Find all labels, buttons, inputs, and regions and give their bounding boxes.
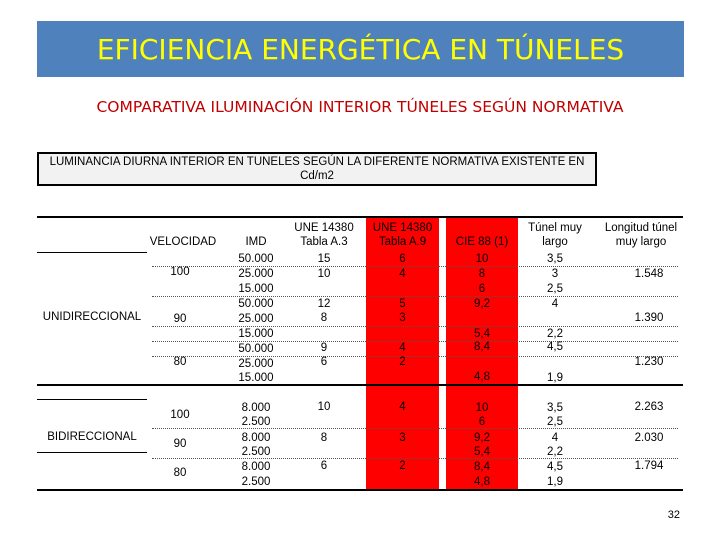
speed-cell: 90 <box>173 438 187 450</box>
speed-cell: 90 <box>173 313 187 325</box>
imd-cell: 25.000 <box>238 268 274 280</box>
imd-cell: 8.000 <box>241 432 271 444</box>
muy-largo-cell: 2,2 <box>547 328 563 340</box>
imd-cell: 2.500 <box>241 416 271 428</box>
imd-cell: 50.000 <box>238 343 274 355</box>
muy-largo-cell: 2,5 <box>547 283 563 295</box>
muy-largo-cell: 3 <box>551 268 559 280</box>
muy-largo-cell: 4 <box>551 432 559 444</box>
cie-cell: 5,4 <box>474 328 490 340</box>
une-a9-cell: 5 <box>399 298 406 310</box>
imd-cell: 15.000 <box>238 328 274 340</box>
une-a9-cell: 4 <box>399 268 406 280</box>
muy-largo-cell: 4,5 <box>547 461 563 473</box>
cie-cell: 10 <box>475 402 489 414</box>
cie-cell: 9,2 <box>474 298 490 310</box>
header-tunel-muy-largo-line2: largo <box>542 236 568 248</box>
header-une-a9-line2: Tabla A.9 <box>378 236 427 248</box>
longitud-cell: 2.263 <box>634 401 664 413</box>
imd-cell: 15.000 <box>238 283 274 295</box>
muy-largo-cell: 4,5 <box>547 341 563 353</box>
header-cie: CIE 88 (1) <box>455 236 509 248</box>
cie-cell: 9,2 <box>474 432 490 444</box>
une-a9-cell: 6 <box>399 253 406 265</box>
table-top-line <box>37 216 683 218</box>
speed-cell: 100 <box>170 409 190 421</box>
muy-largo-cell: 2,2 <box>547 446 563 458</box>
bidireccional-top-line <box>37 399 147 400</box>
header-longitud-line1: Longitud túnel <box>604 222 678 234</box>
page-number: 32 <box>667 509 680 521</box>
imd-cell: 8.000 <box>241 461 271 473</box>
cie-cell: 5,4 <box>474 446 490 458</box>
longitud-cell: 1.230 <box>634 356 664 368</box>
une-a9-cell: 4 <box>399 342 406 354</box>
imd-cell: 8.000 <box>241 402 271 414</box>
une-a3-cell: 8 <box>320 432 328 444</box>
header-une-a3-line2: Tabla A.3 <box>300 236 348 248</box>
speed-cell: 80 <box>173 467 187 479</box>
header-longitud-line2: muy largo <box>615 236 667 248</box>
une-a9-cell: 2 <box>399 356 406 368</box>
une-a9-cell: 3 <box>399 432 406 444</box>
cie-cell: 4,8 <box>474 476 490 488</box>
une-a3-cell: 6 <box>320 356 328 368</box>
subtitle: COMPARATIVA ILUMINACIÓN INTERIOR TÚNELES SEGÚN NORMATIVA <box>96 98 624 116</box>
cie-cell: 8,4 <box>474 341 490 353</box>
une-a3-cell: 8 <box>320 312 328 324</box>
longitud-cell: 2.030 <box>634 432 664 444</box>
speed-cell: 100 <box>170 266 190 278</box>
row-divider <box>152 296 678 297</box>
muy-largo-cell: 1,9 <box>547 372 563 384</box>
cie-cell: 8,4 <box>474 461 490 473</box>
imd-cell: 25.000 <box>238 358 274 370</box>
une-a3-cell: 15 <box>317 253 331 265</box>
cie-cell: 6 <box>478 416 486 428</box>
cie-cell: 10 <box>475 253 489 265</box>
muy-largo-cell: 2,5 <box>547 416 563 428</box>
row-divider <box>152 341 678 342</box>
une-a3-cell: 10 <box>317 401 331 413</box>
cie-cell: 6 <box>478 283 486 295</box>
row-divider <box>152 326 678 327</box>
muy-largo-cell: 3,5 <box>547 253 563 265</box>
bidireccional-bottom-line <box>37 452 147 453</box>
une-a9-cell: 4 <box>399 401 406 413</box>
cie-cell: 4,8 <box>474 371 490 383</box>
muy-largo-cell: 4 <box>551 298 559 310</box>
imd-cell: 15.000 <box>238 372 274 384</box>
longitud-cell: 1.794 <box>634 460 664 472</box>
row-divider <box>152 266 678 267</box>
group-bidireccional: BIDIRECCIONAL <box>47 431 137 443</box>
header-imd: IMD <box>245 236 267 248</box>
une-a3-cell: 10 <box>317 268 331 280</box>
luminance-caption: LUMINANCIA DIURNA INTERIOR EN TUNELES SEGÚN LA DIFERENTE NORMATIVA EXISTENTE EN Cd/m2 <box>49 156 585 182</box>
une-a3-cell: 12 <box>317 298 331 310</box>
une-a3-cell: 6 <box>320 460 328 472</box>
header-une-a3-line1: UNE 14380 <box>294 222 354 234</box>
longitud-cell: 1.548 <box>634 268 664 280</box>
header-row-line <box>37 252 147 253</box>
table-bottom-line <box>37 489 683 491</box>
imd-cell: 50.000 <box>238 253 274 265</box>
une-a3-cell: 9 <box>320 342 328 354</box>
muy-largo-cell: 3,5 <box>547 402 563 414</box>
group-unidireccional: UNIDIRECCIONAL <box>42 311 142 323</box>
imd-cell: 25.000 <box>238 313 274 325</box>
cie-cell: 8 <box>478 268 486 280</box>
page-title: EFICIENCIA ENERGÉTICA EN TÚNELES <box>96 32 625 66</box>
header-une-a9-line1: UNE 14380 <box>372 222 433 234</box>
imd-cell: 2.500 <box>241 476 271 488</box>
une-a9-cell: 2 <box>399 460 406 472</box>
imd-cell: 2.500 <box>241 446 271 458</box>
header-velocidad: VELOCIDAD <box>149 236 217 248</box>
muy-largo-cell: 1,9 <box>547 476 563 488</box>
longitud-cell: 1.390 <box>634 312 664 324</box>
une-a9-cell: 3 <box>399 312 406 324</box>
header-tunel-muy-largo-line1: Túnel muy <box>528 222 582 234</box>
speed-cell: 80 <box>173 356 187 368</box>
imd-cell: 50.000 <box>238 298 274 310</box>
